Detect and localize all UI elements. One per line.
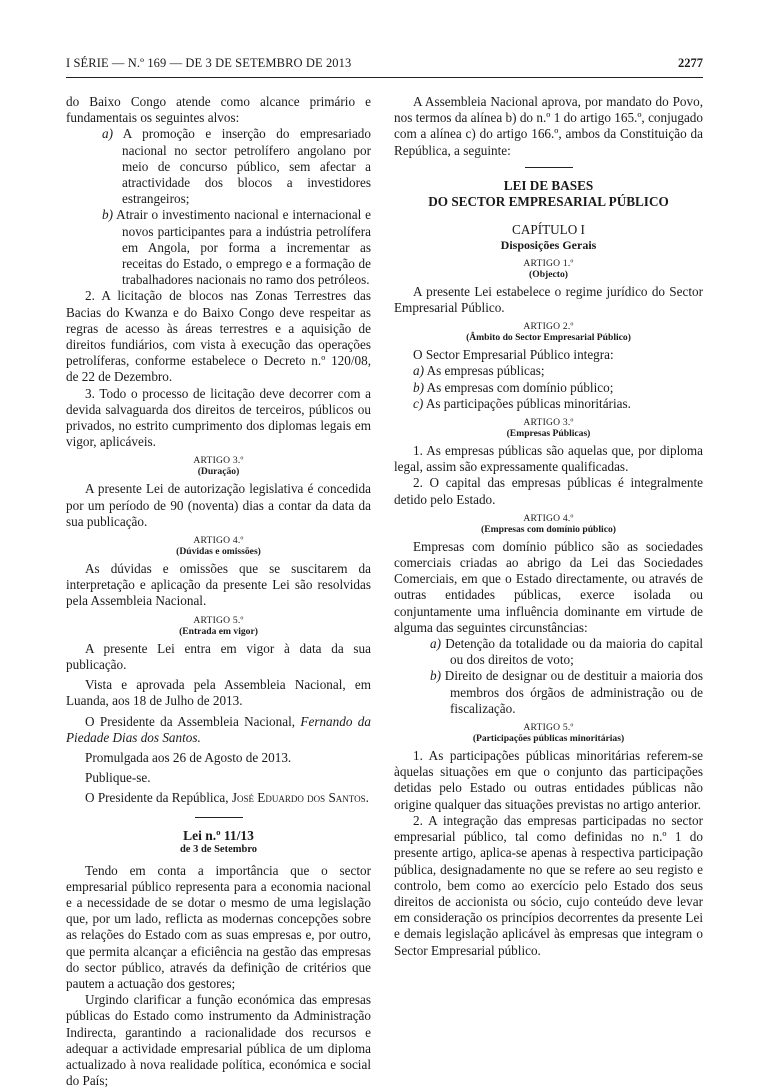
signature-role: O Presidente da Assembleia Nacional, (85, 713, 301, 729)
article-number: ARTIGO 2.º (523, 321, 574, 333)
article-number: ARTIGO 1.º (523, 257, 574, 269)
item-label: c) (413, 395, 424, 411)
article-number: ARTIGO 3.º (523, 417, 574, 429)
law-title: LEI DE BASES (503, 177, 594, 193)
item-label: a) (413, 363, 424, 379)
signature-role: O Presidente da República, (85, 790, 232, 806)
list-item (394, 363, 703, 379)
item-text: Detenção da totalidade ou da maioria do capital ou dos direitos de voto; (441, 636, 703, 668)
right-column (394, 94, 703, 959)
page-number: 2277 (678, 56, 703, 70)
paragraph: Tendo em conta a importância que o sector empresarial público representa para a economia nacional e a necessidade de se dotar o mesmo de uma legislação que, por um lado, reflicta as modernas concepções sobre as relações do Estado com as suas empresas e, por outro, que permita alcançar a eficiência na gestão das empresas do sector público, através da definição de critérios que pautem a actuação dos gestores; (66, 862, 371, 991)
signature-name: Fernando da Piedade Dias dos Santos. (66, 713, 371, 745)
list-item (394, 636, 703, 668)
header-rule (66, 77, 703, 78)
article-title: (Duração) (197, 466, 240, 478)
item-text: Atrair o investimento nacional e internacional e novos participantes para a indústria petrolífera em Angola, por forma a incrementar as receitas do Estado, o emprego e a formação de trabalhadores nacionais no ramo dos petróleos. (113, 207, 371, 288)
article-title: (Empresas Públicas) (506, 428, 591, 440)
paragraph: 1. As participações públicas minoritárias referem-se àquelas situações em que o conjunto das participações detidas pelo Estado ou outras entidades públicas não origine qualquer das situações previstas no artigo anterior. (394, 748, 703, 812)
signature-name: José Eduardo dos Santos (231, 790, 366, 806)
paragraph: do Baixo Congo atende como alcance primário e fundamentais os seguintes alvos: (66, 94, 371, 126)
paragraph: Publique-se. (85, 770, 151, 786)
paragraph: A presente Lei estabelece o regime jurídico do Sector Empresarial Público. (394, 283, 703, 316)
article-title: (Âmbito do Sector Empresarial Público) (466, 332, 631, 344)
paragraph: Empresas com domínio público são as sociedades comerciais criadas ao abrigo da Lei das Sociedades Comerciais, em que o Estado directamente, ou através de outras entidades públicas, exerce isolada ou conjuntamente uma influência dominante em virtude de alguma das seguintes circunstâncias: (394, 538, 703, 635)
paragraph: 1. As empresas públicas são aquelas que, por diploma legal, assim são expressamente qualificadas. (394, 443, 703, 475)
paragraph: A Assembleia Nacional aprova, por mandato do Povo, nos termos da alínea b) do n.º 1 do artigo 165.º, conjugado com a alínea c) do artigo 166.º, ambos da Constituição da República, a seguinte: (394, 94, 703, 158)
list-item (394, 396, 703, 412)
article-number: ARTIGO 3.º (193, 455, 244, 467)
paragraph: O Sector Empresarial Público integra: (413, 347, 614, 363)
signature-end: . (365, 790, 369, 806)
article-title: (Objecto) (529, 268, 568, 280)
item-label: a) (430, 636, 441, 652)
item-text: A promoção e inserção do empresariado nacional no sector petrolífero angolano por meio de concurso público, sem afectar a atractividade dos blocos a investidores estrangeiros; (113, 126, 371, 207)
item-text: Direito de designar ou de destituir a maioria dos membros dos órgãos de administração ou de fiscalização. (441, 668, 703, 716)
page-header (66, 56, 703, 76)
signature-line (66, 790, 371, 806)
law-number: Lei n.º 11/13 (183, 827, 254, 843)
article-title: (Entrada em vigor) (179, 625, 258, 637)
chapter-title: Disposições Gerais (500, 237, 597, 252)
signature-line (66, 714, 371, 746)
left-column (66, 94, 371, 1089)
paragraph: 2. O capital das empresas públicas é integralmente detido pelo Estado. (394, 475, 703, 507)
article-number: ARTIGO 4.º (193, 535, 244, 547)
list-item (394, 668, 703, 717)
paragraph: 2. A licitação de blocos nas Zonas Terrestres das Bacias do Kwanza e do Baixo Congo deve respeitar as regras de acesso às áreas terrestres e a aquisição de direitos fundiários, com vista à execução das operações petrolíferas, conforme estabelece o Decreto n.º 120/08, de 22 de Dezembro. (66, 288, 371, 385)
item-text: As empresas com domínio público; (424, 379, 614, 395)
item-label: b) (102, 207, 113, 223)
article-title: (Empresas com domínio público) (481, 523, 616, 535)
article-title: (Participações públicas minoritárias) (472, 733, 625, 745)
paragraph: A presente Lei entra em vigor à data da sua publicação. (66, 640, 371, 672)
paragraph: Promulgada aos 26 de Agosto de 2013. (85, 749, 292, 765)
article-title: (Dúvidas e omissões) (176, 546, 261, 558)
list-item (66, 207, 371, 288)
chapter-number: CAPÍTULO I (512, 221, 585, 237)
section-separator (195, 817, 243, 818)
article-number: ARTIGO 5.º (523, 722, 574, 734)
item-text: As empresas públicas; (424, 363, 545, 379)
item-label: b) (430, 668, 441, 684)
gazette-issue-header: I SÉRIE — N.º 169 — DE 3 DE SETEMBRO DE 2013 (66, 56, 352, 70)
paragraph: Urgindo clarificar a função económica das empresas públicas do Estado como instrumento da Administração Indirecta, garantindo a racionalidade dos recursos e adequar a actividade empresarial pública de um diploma actualizado à nova realidade política, económica e social do País; (66, 992, 371, 1089)
paragraph: As dúvidas e omissões que se suscitarem da interpretação e aplicação da presente Lei são resolvidas pela Assembleia Nacional. (66, 561, 371, 609)
paragraph: A presente Lei de autorização legislativa é concedida por um período de 90 (noventa) dias a contar da data da sua publicação. (66, 481, 371, 529)
list-item (66, 126, 371, 207)
article-number: ARTIGO 5.º (193, 614, 244, 626)
paragraph: Vista e aprovada pela Assembleia Nacional, em Luanda, aos 18 de Julho de 2013. (66, 677, 371, 709)
law-date: de 3 de Setembro (179, 843, 258, 855)
paragraph: 3. Todo o processo de licitação deve decorrer com a devida salvaguarda dos direitos de terceiros, públicos ou privados, no estrito cumprimento dos diplomas legais em vigor, aplicáveis. (66, 385, 371, 450)
item-label: b) (413, 379, 424, 395)
article-number: ARTIGO 4.º (523, 512, 574, 524)
list-item (394, 380, 703, 396)
item-label: a) (102, 126, 113, 142)
paragraph: 2. A integração das empresas participadas no sector empresarial público, tal como definidas no n.º 1 do presente artigo, aplica-se apenas à respectiva participação pública, designadamente no que se refere ao seu registo e controlo, bem como ao exercício pelo Estado dos seus direitos de accionista ou sócio, cujo conteúdo deve levar em consideração os princípios decorrentes da presente Lei e demais legislação aplicável às empresas que integram o Sector Empresarial público. (394, 812, 703, 958)
law-title: DO SECTOR EMPRESARIAL PÚBLICO (428, 193, 669, 209)
section-separator (525, 167, 573, 168)
item-text: As participações públicas minoritárias. (423, 395, 631, 411)
